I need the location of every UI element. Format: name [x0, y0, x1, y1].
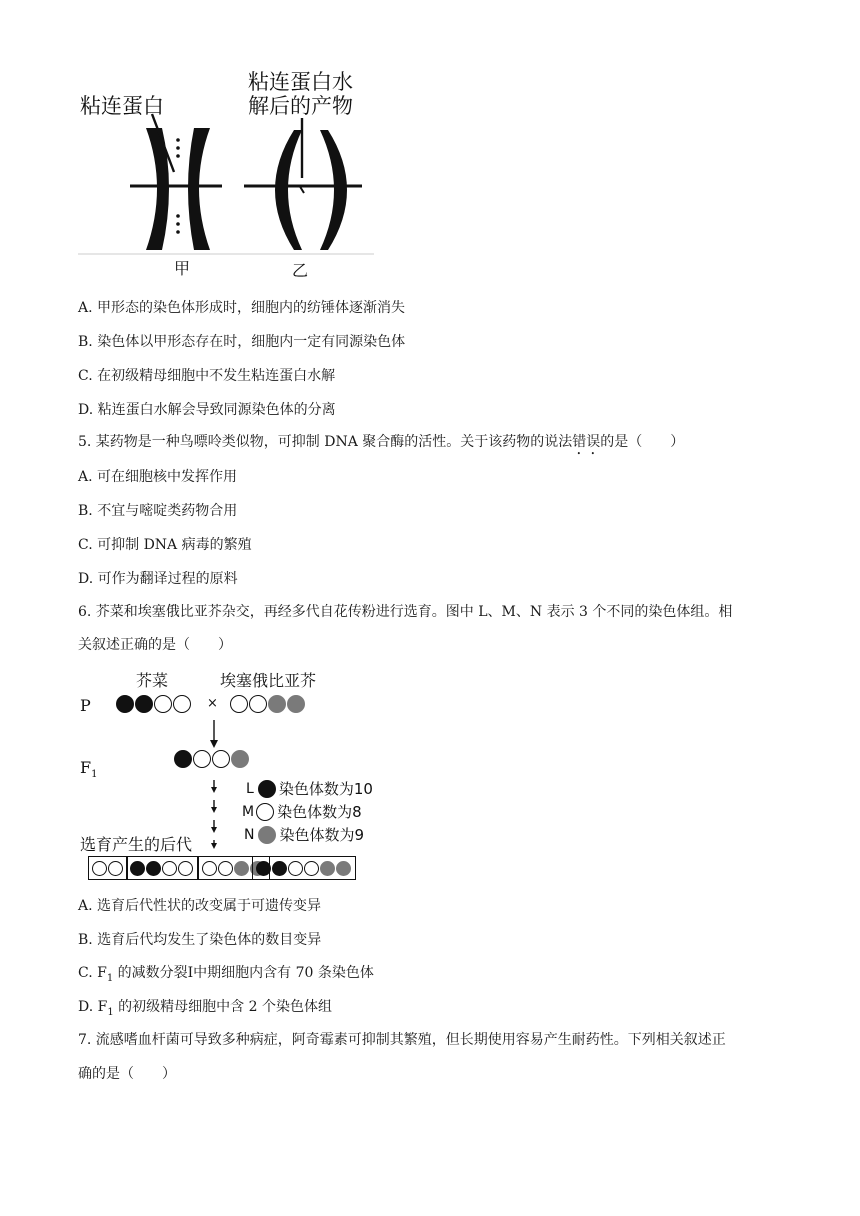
genome-L	[130, 861, 145, 876]
genome-M	[212, 750, 230, 768]
q5-stem-emphasis: 错误	[572, 434, 601, 450]
q6-stem-line2: 关叙述正确的是（ ）	[78, 637, 232, 653]
genome-L	[256, 861, 271, 876]
q4-option-d: D. 粘连蛋白水解会导致同源染色体的分离	[78, 402, 336, 418]
legend-swatch	[258, 826, 276, 844]
cohesin-label: 粘连蛋白	[80, 94, 164, 118]
q6-stem-line1: 6. 芥菜和埃塞俄比亚芥杂交，再经多代自花传粉进行选育。图中 L、M、N 表示 3 个不同的染色体组。相	[78, 604, 733, 620]
genome-L	[146, 861, 161, 876]
q5-option-b: B. 不宜与嘧啶类药物合用	[78, 503, 238, 519]
genome-M	[108, 861, 123, 876]
q6-option-a: A. 选育后代性状的改变属于可遗传变异	[78, 898, 322, 914]
genome-L	[174, 750, 192, 768]
parent1-label: 芥菜	[136, 671, 169, 690]
q6-option-d-prefix: D. F	[78, 999, 108, 1015]
legend-key: M	[242, 803, 255, 820]
genome-M	[304, 861, 319, 876]
legend-text: 染色体数为8	[277, 803, 362, 821]
label-yi: 乙	[292, 261, 309, 280]
legend-text: 染色体数为9	[279, 826, 365, 844]
q6-option-c-subscript: 1	[106, 972, 114, 984]
f1-letter: F	[80, 758, 92, 777]
legend-M	[242, 801, 362, 822]
q7-stem-line1: 7. 流感嗜血杆菌可导致多种病症，阿奇霉素可抑制其繁殖，但长期使用容易产生耐药性。下列相关叙述正	[78, 1032, 726, 1048]
genome-L	[272, 861, 287, 876]
f1-subscript: 1	[91, 769, 98, 781]
offspring-box-4	[252, 856, 356, 880]
hybridization-figure	[70, 664, 390, 884]
q6-option-d-subscript: 1	[107, 1006, 114, 1018]
genome-M	[92, 861, 107, 876]
legend-swatch	[258, 780, 276, 798]
genome-M	[193, 750, 211, 768]
genome-M	[162, 861, 177, 876]
chromosome-drawing	[70, 60, 380, 280]
legend-L	[246, 778, 373, 799]
label-jia: 甲	[174, 259, 191, 278]
q6-option-c-prefix: C. F	[78, 965, 107, 981]
legend-key: L	[246, 780, 254, 797]
legend-text: 染色体数为10	[278, 780, 373, 798]
genome-N	[234, 861, 249, 876]
genome-N	[320, 861, 335, 876]
legend-key: N	[244, 826, 255, 843]
q5-stem-before: 5. 某药物是一种鸟嘌呤类似物，可抑制 DNA 聚合酶的活性。关于该药物的说法	[78, 434, 573, 450]
q5-stem-after: 的是（ ）	[600, 434, 685, 450]
q7-stem-line2: 确的是（ ）	[78, 1066, 176, 1082]
genome-M	[178, 861, 193, 876]
chromosome-figure	[70, 60, 380, 280]
f1-label	[80, 758, 97, 780]
p-generation-label: P	[80, 696, 91, 715]
f1-genome	[174, 750, 250, 768]
offspring-box-1	[88, 856, 128, 880]
hydrolysis-label-line1: 粘连蛋白水	[248, 70, 353, 94]
q4-option-a: A. 甲形态的染色体形成时，细胞内的纺锤体逐渐消失	[78, 300, 406, 316]
q6-option-b: B. 选育后代均发生了染色体的数目变异	[78, 932, 322, 948]
offspring-label: 选育产生的后代	[80, 835, 193, 854]
q5-option-a: A. 可在细胞核中发挥作用	[78, 469, 238, 485]
parent2-label: 埃塞俄比亚芥	[220, 671, 317, 690]
genome-N	[336, 861, 351, 876]
q6-option-c	[78, 963, 374, 989]
q5-option-c: C. 可抑制 DNA 病毒的繁殖	[78, 537, 252, 553]
q5-option-d: D. 可作为翻译过程的原料	[78, 571, 238, 587]
legend-N	[244, 824, 364, 845]
genome-M	[288, 861, 303, 876]
q5-stem	[78, 432, 684, 458]
offspring-box-2	[126, 856, 198, 880]
genome-M	[218, 861, 233, 876]
q6-option-d	[78, 997, 332, 1023]
cross-symbol: ×	[207, 696, 218, 711]
q4-option-c: C. 在初级精母细胞中不发生粘连蛋白水解	[78, 368, 336, 384]
q4-option-b: B. 染色体以甲形态存在时，细胞内一定有同源染色体	[78, 334, 406, 350]
q6-option-d-text: 的初级精母细胞中含 2 个染色体组	[113, 999, 332, 1015]
genome-M	[202, 861, 217, 876]
genome-N	[231, 750, 249, 768]
legend-swatch	[256, 803, 274, 821]
q6-option-c-text: 的减数分裂Ⅰ中期细胞内含有 70 条染色体	[113, 965, 374, 981]
hydrolysis-label-line2: 解后的产物	[248, 94, 353, 118]
